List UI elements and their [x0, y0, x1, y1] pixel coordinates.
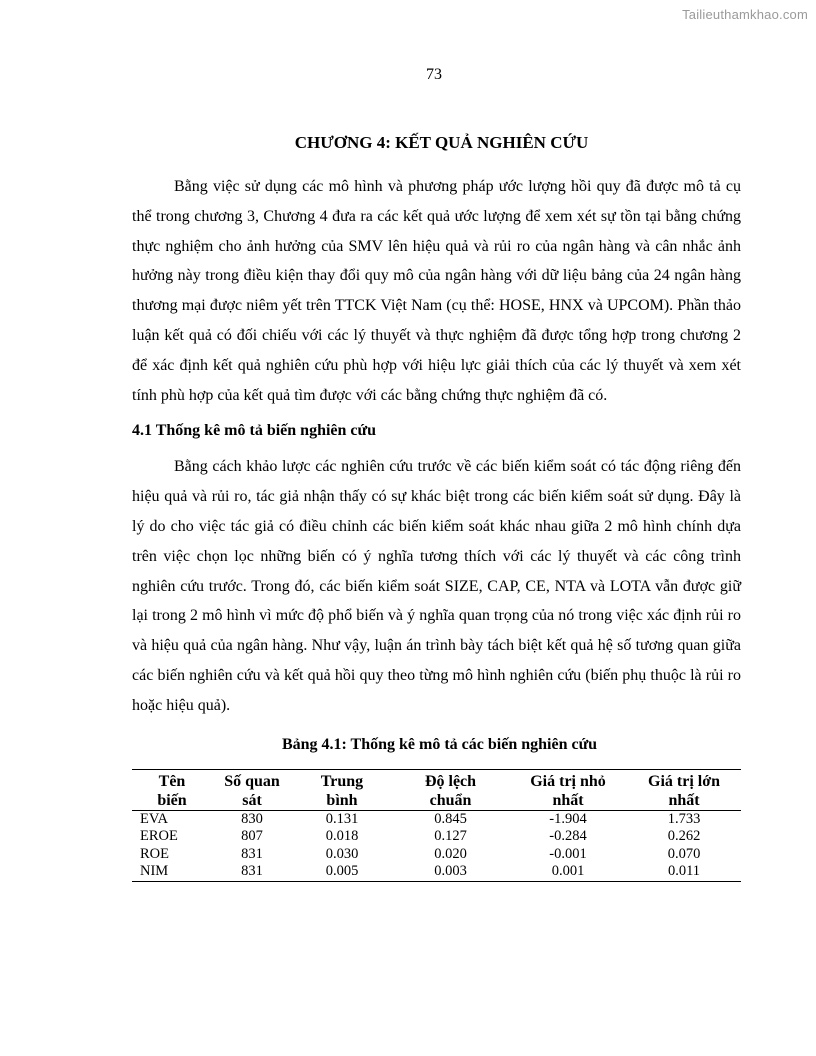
table-row: [132, 846, 741, 864]
header-variable-name: Tên biến: [157, 772, 187, 809]
header-std-dev: Độ lệch chuẩn: [424, 772, 477, 809]
table-cell: EVA: [140, 810, 168, 827]
table-cell: 0.001: [551, 863, 585, 880]
table-cell: -0.001: [549, 845, 587, 862]
table-cell: 0.020: [434, 845, 467, 862]
header-mean: Trung bình: [320, 772, 364, 809]
table-cell: 0.011: [667, 863, 701, 880]
table-cell: 0.070: [667, 845, 701, 862]
watermark: Tailieuthamkhao.com: [682, 7, 808, 22]
table-row: [132, 828, 741, 846]
table-cell: 831: [241, 863, 263, 880]
table-cell: NIM: [140, 863, 169, 880]
table-cell: 0.005: [325, 863, 359, 880]
table-row: [132, 810, 741, 828]
table-cell: ROE: [140, 845, 169, 862]
page-number: 73: [426, 66, 442, 83]
table-cell: 0.127: [434, 828, 467, 845]
header-observations: Số quan sát: [224, 772, 280, 809]
table-cell: 0.030: [325, 845, 359, 862]
document-body: [132, 128, 741, 882]
header-min: Giá trị nhỏ nhất: [530, 772, 606, 809]
descriptive-stats-table: [132, 769, 741, 882]
table-cell: 1.733: [667, 810, 701, 827]
table-cell: 831: [241, 845, 263, 862]
section-paragraph: Bằng cách khảo lược các nghiên cứu trước về các biến kiểm soát có tác động riêng đến hiệu quả và rủi ro, tác giả nhận thấy có sự khác biệt trong các biến kiểm soát sử dụng. Đây là lý do cho việc tác giả có điều chỉnh các biến kiểm soát khác nhau giữa 2 mô hình chính dựa trên việc chọn lọc những biến có ý nghĩa tương thích với các lý thuyết và các công trình nghiên cứu trước. Trong đó, các biến kiểm soát SIZE, CAP, CE, NTA và LOTA vẫn được giữ lại trong 2 mô hình vì mức độ phổ biến và ý nghĩa quan trọng của nó trong việc xác định rủi ro và hiệu quả của ngân hàng. Như vậy, luận án trình bày tách biệt kết quả hệ số tương quan giữa các biến nghiên cứu và kết quả hồi quy theo từng mô hình nghiên cứu (biến phụ thuộc là rủi ro hoặc hiệu quả).: [132, 458, 741, 714]
table-caption: Bảng 4.1: Thống kê mô tả các biến nghiên cứu: [281, 735, 598, 753]
table-cell: 0.003: [434, 863, 467, 880]
table-cell: 0.845: [434, 810, 467, 827]
section-heading: 4.1 Thống kê mô tả biến nghiên cứu: [132, 422, 377, 440]
table-row: [132, 863, 741, 881]
table-cell: 0.262: [667, 828, 701, 845]
chapter-title: CHƯƠNG 4: KẾT QUẢ NGHIÊN CỨU: [294, 133, 589, 152]
table-header-row: [132, 769, 741, 810]
table-cell: -0.284: [549, 828, 587, 845]
table-cell: 830: [241, 810, 263, 827]
header-max: Giá trị lớn nhất: [648, 772, 720, 809]
table-cell: -1.904: [549, 810, 587, 827]
intro-paragraph: Bằng việc sử dụng các mô hình và phương pháp ước lượng hồi quy đã được mô tả cụ thể trong chương 3, Chương 4 đưa ra các kết quả ước lượng để xem xét sự tồn tại bằng chứng thực nghiệm cho ảnh hưởng của SMV lên hiệu quả và rủi ro của ngân hàng và cân nhắc ảnh hưởng này trong điều kiện thay đổi quy mô của ngân hàng với dữ liệu bảng của 24 ngân hàng thương mại được niêm yết trên TTCK Việt Nam (cụ thể: HOSE, HNX và UPCOM). Phần thảo luận kết quả có đối chiếu với các lý thuyết và thực nghiệm đã được tổng hợp trong chương 2 để xác định kết quả nghiên cứu phù hợp với hiệu lực giải thích của các lý thuyết và xem xét tính phù hợp của kết quả tìm được với các bằng chứng thực nghiệm đã có.: [132, 178, 741, 404]
table-cell: 0.131: [325, 810, 359, 827]
table-cell: 807: [241, 828, 263, 845]
table-cell: EROE: [140, 828, 178, 845]
table-cell: 0.018: [325, 828, 359, 845]
